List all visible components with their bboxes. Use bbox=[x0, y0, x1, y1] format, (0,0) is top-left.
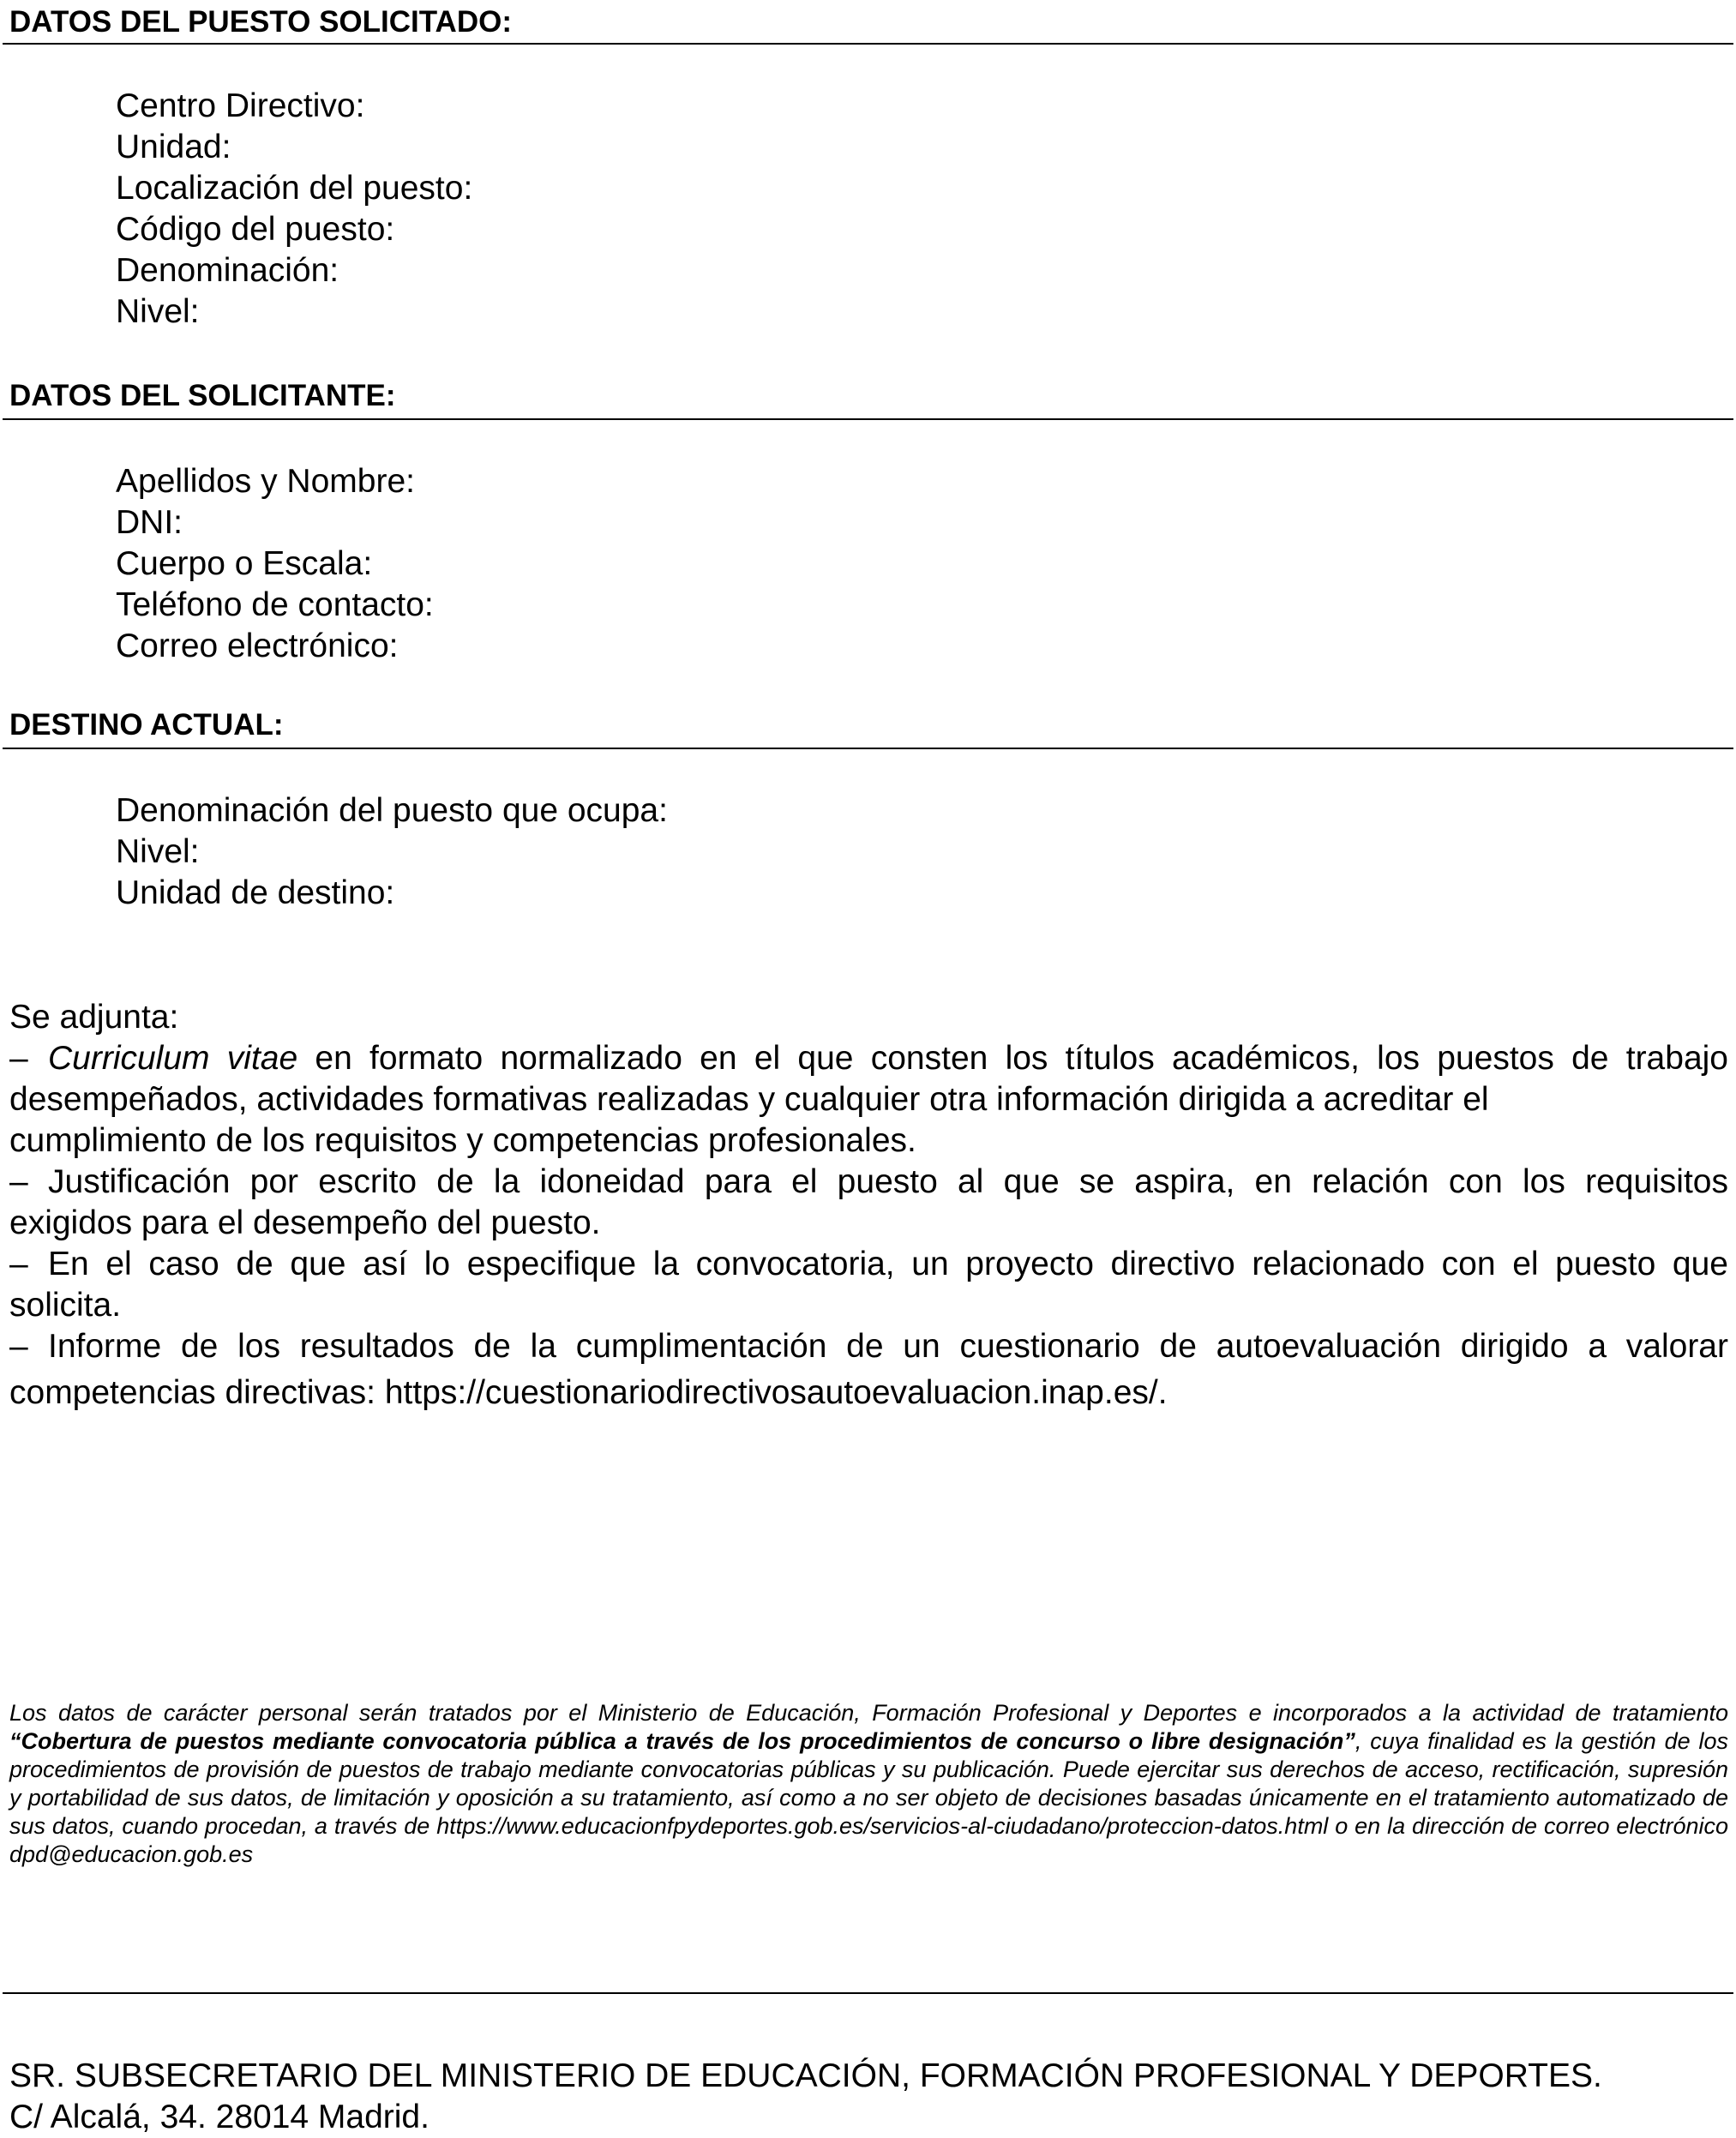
section-divider-puesto bbox=[3, 43, 1733, 45]
attachments-section bbox=[9, 997, 1728, 1414]
attachment-item-4-prefix: competencias directivas: bbox=[9, 1374, 385, 1411]
field-label-denominacion: Denominación: bbox=[116, 252, 339, 289]
list-dash: – bbox=[9, 1040, 28, 1077]
section-heading-solicitante bbox=[9, 379, 395, 413]
section-colon-destino: : bbox=[273, 708, 284, 742]
attachment-item-3-line-1 bbox=[9, 1244, 1728, 1285]
section-heading-puesto bbox=[9, 5, 512, 39]
field-label-unidad: Unidad: bbox=[116, 129, 231, 165]
attachment-item-3-line-2: solicita. bbox=[9, 1287, 122, 1324]
attachment-item-4-line-1 bbox=[9, 1326, 1728, 1367]
attachment-item-2-text: Justificación por escrito de la idoneidad para el puesto al que se aspira, en relación con los requisitos bbox=[48, 1163, 1728, 1200]
inap-questionnaire-link[interactable]: https://cuestionariodirectivosautoevaluacion.inap.es/ bbox=[384, 1374, 1158, 1411]
section-divider-solicitante bbox=[3, 418, 1733, 420]
curriculum-vitae-term: Curriculum vitae bbox=[48, 1040, 298, 1077]
field-label-apellidos-nombre: Apellidos y Nombre: bbox=[116, 463, 415, 500]
field-list-solicitante bbox=[116, 461, 434, 667]
list-dash: – bbox=[9, 1328, 28, 1365]
field-label-correo: Correo electrónico: bbox=[116, 628, 399, 664]
field-list-destino bbox=[116, 790, 668, 914]
field-label-denominacion-ocupa: Denominación del puesto que ocupa: bbox=[116, 792, 668, 829]
attachment-item-2-line-1 bbox=[9, 1162, 1728, 1203]
section-heading-destino bbox=[9, 708, 284, 742]
addressee-block bbox=[9, 2056, 1602, 2138]
attachment-item-3-text: En el caso de que así lo especifique la convocatoria, un proyecto directivo relacionado con el puesto que bbox=[48, 1246, 1728, 1282]
section-colon-solicitante: : bbox=[385, 379, 396, 412]
attachment-item-1-text: en formato normalizado en el que consten los títulos académicos, los puestos de trabajo bbox=[297, 1040, 1728, 1077]
privacy-url-link[interactable]: https://www.educacionfpydeportes.gob.es/servicios-al-ciudadano/proteccion-datos.html bbox=[436, 1813, 1329, 1839]
privacy-part-1: Los datos de carácter personal serán tratados por el Ministerio de Educación, Formación Profesional y Deportes e incorporados a la actividad de tratamiento bbox=[9, 1700, 1728, 1726]
addressee-line-1: SR. SUBSECRETARIO DEL MINISTERIO DE EDUCACIÓN, FORMACIÓN PROFESIONAL Y DEPORTES. bbox=[9, 2057, 1602, 2094]
field-label-nivel-actual: Nivel: bbox=[116, 833, 200, 870]
attachment-item-1-line-3: cumplimiento de los requisitos y competencias profesionales. bbox=[9, 1122, 916, 1159]
privacy-activity-name: “Cobertura de puestos mediante convocatoria pública a través de los procedimientos de concurso o libre designación” bbox=[9, 1728, 1355, 1754]
section-title-solicitante: DATOS DEL SOLICITANTE bbox=[9, 379, 386, 412]
section-colon-puesto: : bbox=[502, 5, 512, 39]
list-dash: – bbox=[9, 1163, 28, 1200]
field-label-codigo: Código del puesto: bbox=[116, 211, 395, 248]
section-divider-destino bbox=[3, 748, 1733, 749]
privacy-part-3: o en la dirección de correo electrónico bbox=[1328, 1813, 1728, 1839]
addressee-line-2: C/ Alcalá, 34. 28014 Madrid. bbox=[9, 2099, 429, 2135]
footer-divider bbox=[3, 1992, 1733, 1994]
field-label-cuerpo-escala: Cuerpo o Escala: bbox=[116, 545, 373, 582]
attachment-item-4-end: . bbox=[1157, 1374, 1168, 1411]
section-title-puesto: DATOS DEL PUESTO SOLICITADO bbox=[9, 5, 502, 39]
section-title-destino: DESTINO ACTUAL bbox=[9, 708, 273, 742]
field-label-localizacion: Localización del puesto: bbox=[116, 170, 473, 207]
field-label-dni: DNI: bbox=[116, 504, 183, 541]
attachment-item-4-text: Informe de los resultados de la cumplimentación de un cuestionario de autoevaluación dirigido a valorar bbox=[48, 1328, 1728, 1365]
privacy-notice bbox=[9, 1699, 1728, 1869]
privacy-part-2: , cuya finalidad es la gestión de los procedimientos de provisión de puestos de trabajo mediante convocatorias públicas y su publicación. Puede ejercitar sus derechos de acceso, rectificación, supresión y portabilidad de sus datos, de limitación y oposición a su tratamiento, así como a no ser objeto de decisiones basadas únicamente en el tratamiento automatizado de sus datos, cuando procedan, a través de bbox=[9, 1728, 1729, 1839]
field-list-puesto bbox=[116, 86, 472, 333]
attachment-item-1-line-1 bbox=[9, 1038, 1728, 1079]
attachment-item-4-line-2 bbox=[9, 1372, 1728, 1414]
field-label-unidad-destino: Unidad de destino: bbox=[116, 874, 395, 911]
field-label-telefono: Teléfono de contacto: bbox=[116, 586, 434, 623]
field-label-nivel: Nivel: bbox=[116, 293, 200, 330]
list-dash: – bbox=[9, 1246, 28, 1282]
attachment-item-1-line-2: desempeñados, actividades formativas realizadas y cualquier otra información dirigida a acreditar el bbox=[9, 1081, 1489, 1118]
attachment-item-2-line-2: exigidos para el desempeño del puesto. bbox=[9, 1204, 601, 1241]
attachments-heading: Se adjunta: bbox=[9, 999, 179, 1036]
privacy-email-link[interactable]: dpd@educacion.gob.es bbox=[9, 1841, 254, 1867]
field-label-centro-directivo: Centro Directivo: bbox=[116, 87, 365, 124]
